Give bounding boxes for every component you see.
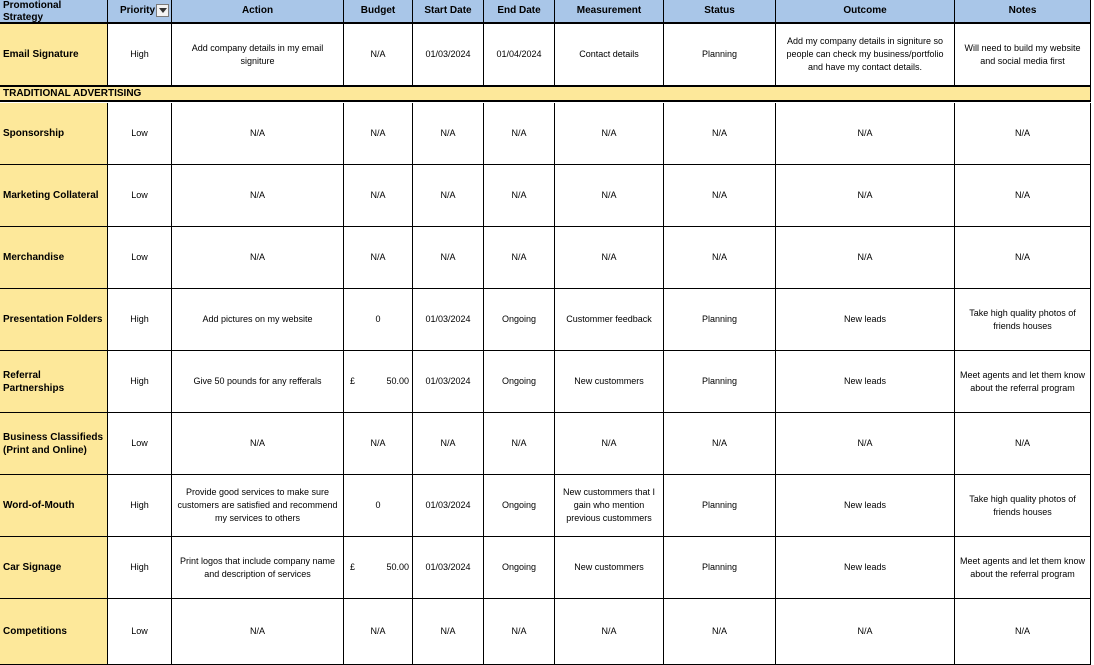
cell-measurement[interactable]: Contact details: [555, 24, 664, 86]
cell-budget[interactable]: N/A: [344, 413, 413, 475]
cell-notes[interactable]: N/A: [955, 227, 1091, 289]
cell-priority[interactable]: High: [108, 289, 172, 351]
cell-action[interactable]: N/A: [172, 103, 344, 165]
cell-start-date[interactable]: 01/03/2024: [413, 24, 484, 86]
cell-action[interactable]: N/A: [172, 599, 344, 665]
cell-action[interactable]: Add company details in my email signiture: [172, 24, 344, 86]
column-header-start-date[interactable]: Start Date: [413, 0, 484, 24]
cell-measurement[interactable]: New custommers: [555, 351, 664, 413]
cell-outcome[interactable]: New leads: [776, 475, 955, 537]
budget-amount: 50.00: [386, 376, 409, 386]
cell-status[interactable]: N/A: [664, 165, 776, 227]
cell-end-date[interactable]: N/A: [484, 599, 555, 665]
cell-start-date[interactable]: N/A: [413, 103, 484, 165]
cell-start-date[interactable]: 01/03/2024: [413, 475, 484, 537]
table-row: [0, 599, 1091, 665]
cell-notes[interactable]: N/A: [955, 103, 1091, 165]
table-row: [0, 165, 1091, 227]
currency-symbol: £: [350, 376, 356, 386]
filter-dropdown-button[interactable]: [156, 4, 169, 17]
cell-budget[interactable]: 0: [344, 289, 413, 351]
cell-budget[interactable]: N/A: [344, 165, 413, 227]
cell-end-date[interactable]: Ongoing: [484, 537, 555, 599]
column-header-status[interactable]: Status: [664, 0, 776, 24]
column-header-priority[interactable]: Priority: [108, 0, 172, 24]
cell-outcome[interactable]: N/A: [776, 103, 955, 165]
cell-status[interactable]: Planning: [664, 475, 776, 537]
cell-notes[interactable]: Meet agents and let them know about the referral program: [955, 351, 1091, 413]
cell-end-date[interactable]: 01/04/2024: [484, 24, 555, 86]
cell-measurement[interactable]: N/A: [555, 227, 664, 289]
cell-strategy[interactable]: Referral Partnerships: [0, 351, 108, 413]
cell-notes[interactable]: N/A: [955, 413, 1091, 475]
cell-measurement[interactable]: New custommers: [555, 537, 664, 599]
cell-priority[interactable]: Low: [108, 165, 172, 227]
cell-strategy[interactable]: Merchandise: [0, 227, 108, 289]
table-row: [0, 24, 1091, 86]
cell-measurement[interactable]: New custommers that I gain who mention previous custommers: [555, 475, 664, 537]
cell-outcome[interactable]: N/A: [776, 227, 955, 289]
cell-outcome[interactable]: N/A: [776, 165, 955, 227]
cell-action[interactable]: Give 50 pounds for any refferals: [172, 351, 344, 413]
cell-strategy[interactable]: Presentation Folders: [0, 289, 108, 351]
table-row: [0, 475, 1091, 537]
cell-end-date[interactable]: N/A: [484, 227, 555, 289]
budget-amount: 50.00: [386, 562, 409, 572]
cell-notes[interactable]: Meet agents and let them know about the referral program: [955, 537, 1091, 599]
cell-priority[interactable]: High: [108, 537, 172, 599]
cell-outcome[interactable]: New leads: [776, 351, 955, 413]
cell-budget[interactable]: N/A: [344, 24, 413, 86]
cell-status[interactable]: N/A: [664, 413, 776, 475]
cell-end-date[interactable]: Ongoing: [484, 351, 555, 413]
cell-status[interactable]: Planning: [664, 24, 776, 86]
cell-action[interactable]: N/A: [172, 165, 344, 227]
cell-budget[interactable]: [344, 351, 413, 413]
table-row: [0, 351, 1091, 413]
column-header-outcome[interactable]: Outcome: [776, 0, 955, 24]
chevron-down-icon: [159, 8, 167, 13]
cell-status[interactable]: Planning: [664, 537, 776, 599]
cell-outcome[interactable]: N/A: [776, 413, 955, 475]
column-header-budget[interactable]: Budget: [344, 0, 413, 24]
cell-priority[interactable]: High: [108, 475, 172, 537]
cell-budget[interactable]: N/A: [344, 599, 413, 665]
cell-measurement[interactable]: Custommer feedback: [555, 289, 664, 351]
cell-status[interactable]: N/A: [664, 227, 776, 289]
cell-strategy[interactable]: Word-of-Mouth: [0, 475, 108, 537]
cell-strategy[interactable]: Business Classifieds (Print and Online): [0, 413, 108, 475]
cell-start-date[interactable]: N/A: [413, 165, 484, 227]
cell-end-date[interactable]: Ongoing: [484, 289, 555, 351]
currency-symbol: £: [350, 562, 356, 572]
cell-outcome[interactable]: New leads: [776, 537, 955, 599]
cell-measurement[interactable]: N/A: [555, 165, 664, 227]
cell-start-date[interactable]: 01/03/2024: [413, 289, 484, 351]
cell-measurement[interactable]: N/A: [555, 413, 664, 475]
cell-action[interactable]: N/A: [172, 413, 344, 475]
column-header-measurement[interactable]: Measurement: [555, 0, 664, 24]
cell-notes[interactable]: Take high quality photos of friends houses: [955, 289, 1091, 351]
table-row: [0, 537, 1091, 599]
cell-status[interactable]: Planning: [664, 289, 776, 351]
cell-priority[interactable]: High: [108, 351, 172, 413]
cell-end-date[interactable]: N/A: [484, 165, 555, 227]
cell-start-date[interactable]: 01/03/2024: [413, 537, 484, 599]
cell-priority[interactable]: Low: [108, 227, 172, 289]
cell-measurement[interactable]: N/A: [555, 103, 664, 165]
cell-strategy[interactable]: Email Signature: [0, 24, 108, 86]
table-row: [0, 103, 1091, 165]
cell-start-date[interactable]: N/A: [413, 413, 484, 475]
table-row: [0, 289, 1091, 351]
column-header-notes[interactable]: Notes: [955, 0, 1091, 24]
cell-start-date[interactable]: N/A: [413, 227, 484, 289]
cell-action[interactable]: N/A: [172, 227, 344, 289]
cell-notes[interactable]: Will need to build my website and social media first: [955, 24, 1091, 86]
cell-priority[interactable]: Low: [108, 103, 172, 165]
cell-strategy[interactable]: Sponsorship: [0, 103, 108, 165]
table-row: [0, 413, 1091, 475]
cell-start-date[interactable]: 01/03/2024: [413, 351, 484, 413]
cell-priority[interactable]: Low: [108, 413, 172, 475]
section-header[interactable]: TRADITIONAL ADVERTISING: [0, 85, 1091, 102]
cell-budget[interactable]: N/A: [344, 103, 413, 165]
cell-strategy[interactable]: Car Signage: [0, 537, 108, 599]
cell-notes[interactable]: N/A: [955, 165, 1091, 227]
cell-status[interactable]: N/A: [664, 599, 776, 665]
cell-end-date[interactable]: Ongoing: [484, 475, 555, 537]
cell-budget[interactable]: [344, 537, 413, 599]
cell-budget[interactable]: N/A: [344, 227, 413, 289]
cell-priority[interactable]: High: [108, 24, 172, 86]
cell-end-date[interactable]: N/A: [484, 103, 555, 165]
cell-outcome[interactable]: N/A: [776, 599, 955, 665]
cell-notes[interactable]: Take high quality photos of friends houses: [955, 475, 1091, 537]
cell-outcome[interactable]: Add my company details in signiture so people can check my business/portfolio and have my contact details.: [776, 24, 955, 86]
cell-status[interactable]: Planning: [664, 351, 776, 413]
header-row: [0, 0, 1091, 24]
table-row: [0, 227, 1091, 289]
cell-action[interactable]: Add pictures on my website: [172, 289, 344, 351]
cell-outcome[interactable]: New leads: [776, 289, 955, 351]
column-header-end-date[interactable]: End Date: [484, 0, 555, 24]
cell-end-date[interactable]: N/A: [484, 413, 555, 475]
cell-notes[interactable]: N/A: [955, 599, 1091, 665]
cell-strategy[interactable]: Competitions: [0, 599, 108, 665]
cell-priority[interactable]: Low: [108, 599, 172, 665]
column-header-strategy[interactable]: Promotional Strategy: [0, 0, 108, 24]
cell-action[interactable]: Print logos that include company name and description of services: [172, 537, 344, 599]
cell-action[interactable]: Provide good services to make sure customers are satisfied and recommend my services to others: [172, 475, 344, 537]
cell-measurement[interactable]: N/A: [555, 599, 664, 665]
cell-start-date[interactable]: N/A: [413, 599, 484, 665]
cell-budget[interactable]: 0: [344, 475, 413, 537]
cell-status[interactable]: N/A: [664, 103, 776, 165]
column-header-action[interactable]: Action: [172, 0, 344, 24]
cell-strategy[interactable]: Marketing Collateral: [0, 165, 108, 227]
